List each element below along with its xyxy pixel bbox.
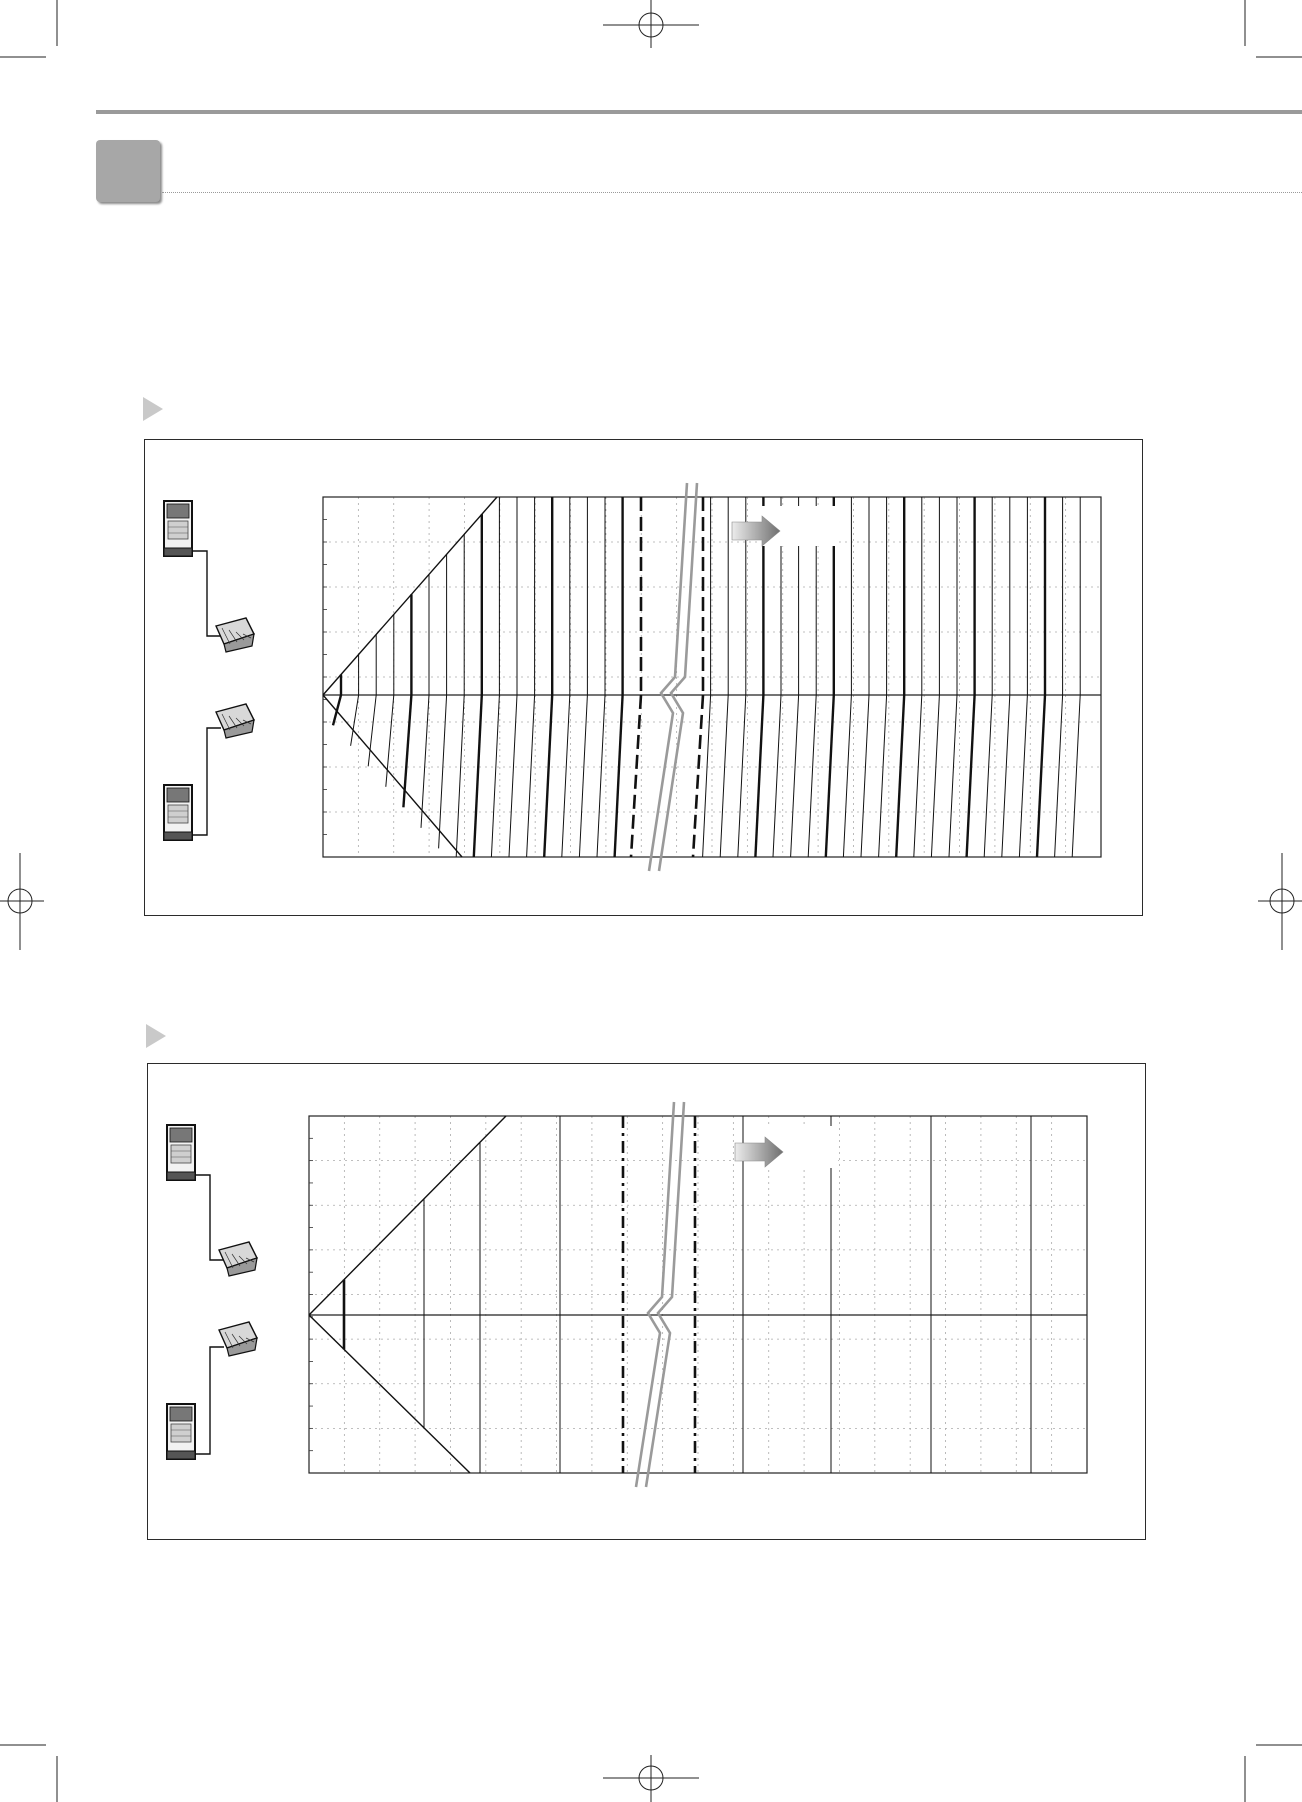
- lower-pipe-line: [808, 695, 816, 857]
- outdoor-unit-icon: [164, 501, 192, 556]
- lower-pipe-line: [474, 695, 482, 857]
- connection-lines: [192, 551, 221, 835]
- lower-pipe-line: [773, 695, 781, 857]
- header-rule: [96, 110, 1302, 114]
- lower-pipe-line: [456, 695, 464, 857]
- section-number-tab: [96, 140, 160, 202]
- lower-pipe-line: [1037, 695, 1045, 857]
- lower-pipe-line: [562, 695, 570, 857]
- figure-frame-1: [144, 439, 1143, 916]
- dashed-pipe-line: [693, 695, 703, 857]
- pipe-diagram-2: [148, 1064, 1145, 1539]
- play-triangle-icon: [146, 1024, 166, 1048]
- lower-pipe-line: [949, 695, 957, 857]
- cassette-indoor-unit-icon: [219, 1322, 257, 1356]
- envelope-lower: [323, 695, 462, 857]
- lower-pipe-line: [738, 695, 746, 857]
- diagram-grid: [309, 1116, 1087, 1473]
- diagram-grid: [323, 497, 1101, 857]
- envelope-upper: [323, 497, 497, 695]
- lower-pipe-line: [527, 695, 535, 857]
- dashed-pipe-line: [631, 695, 641, 857]
- outdoor-unit-icon: [167, 1125, 195, 1180]
- envelope-lower: [309, 1315, 470, 1473]
- cassette-indoor-unit-icon: [219, 1242, 257, 1276]
- lower-pipe-line: [896, 695, 904, 857]
- lower-pipe-line: [826, 695, 834, 857]
- lower-pipe-line: [755, 695, 763, 857]
- lower-pipe-line: [984, 695, 992, 857]
- envelope-upper: [309, 1116, 506, 1315]
- play-triangle-icon: [143, 397, 163, 421]
- lower-pipe-line: [403, 695, 411, 807]
- lower-pipe-line: [544, 695, 552, 857]
- pipe-diagram-1: [145, 440, 1142, 915]
- outdoor-unit-icon: [167, 1404, 195, 1459]
- lower-pipe-line: [439, 695, 447, 848]
- cassette-indoor-unit-icon: [216, 618, 254, 652]
- lower-pipe-line: [615, 695, 623, 857]
- lower-pipe-line: [1002, 695, 1010, 857]
- title-dotted-rule: [162, 192, 1302, 193]
- lower-pipe-line: [791, 695, 799, 857]
- lower-pipe-line: [421, 695, 429, 828]
- lower-pipe-line: [703, 695, 711, 857]
- connection-lines: [195, 1175, 224, 1454]
- lower-pipe-line: [351, 695, 359, 746]
- lower-pipe-line: [967, 695, 975, 857]
- lower-pipe-line: [333, 695, 341, 725]
- lower-pipe-line: [843, 695, 851, 857]
- lower-pipe-line: [1055, 695, 1063, 857]
- lower-pipe-line: [720, 695, 728, 857]
- lower-pipe-line: [931, 695, 939, 857]
- cassette-indoor-unit-icon: [216, 704, 254, 738]
- lower-pipe-line: [914, 695, 922, 857]
- lower-pipe-line: [1019, 695, 1027, 857]
- lower-pipe-line: [879, 695, 887, 857]
- lower-pipe-line: [509, 695, 517, 857]
- outdoor-unit-icon: [164, 785, 192, 840]
- lower-pipe-line: [1072, 695, 1080, 857]
- lower-pipe-line: [491, 695, 499, 857]
- lower-pipe-line: [861, 695, 869, 857]
- lower-pipe-line: [597, 695, 605, 857]
- figure-frame-2: [147, 1063, 1146, 1540]
- lower-pipe-line: [579, 695, 587, 857]
